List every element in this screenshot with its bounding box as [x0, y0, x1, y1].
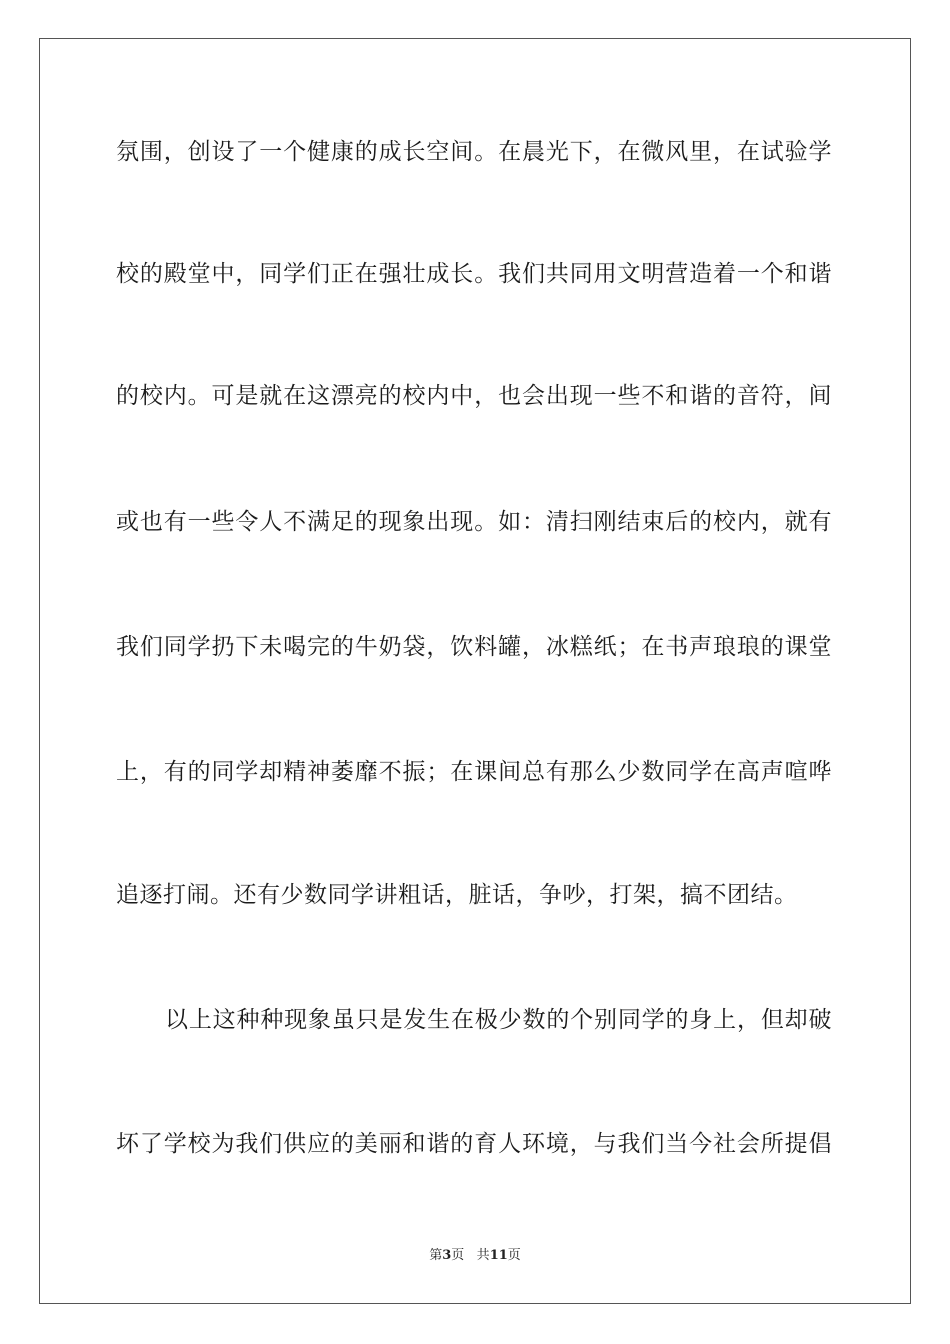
text-line: 上，有的同学却精神萎靡不振；在课间总有那么少数同学在高声喧哗 — [116, 759, 832, 785]
text-line: 我们同学扔下未喝完的牛奶袋，饮料罐，冰糕纸；在书声琅琅的课堂 — [116, 634, 832, 660]
total-prefix: 共 — [476, 1248, 490, 1263]
text-line: 校的殿堂中，同学们正在强壮成长。我们共同用文明营造着一个和谐 — [116, 261, 832, 287]
text-line: 或也有一些令人不满足的现象出现。如：清扫刚结束后的校内，就有 — [116, 509, 832, 535]
page-number: 3 — [442, 1248, 452, 1263]
text-line: 坏了学校为我们供应的美丽和谐的育人环境，与我们当今社会所提倡 — [116, 1131, 832, 1157]
page-footer — [0, 1246, 950, 1266]
total-pages: 11 — [489, 1248, 508, 1263]
page-border — [39, 38, 911, 1304]
total-suffix: 页 — [507, 1248, 521, 1263]
text-line: 氛围，创设了一个健康的成长空间。在晨光下，在微风里，在试验学 — [116, 139, 832, 165]
text-line: 追逐打闹。还有少数同学讲粗话，脏话，争吵，打架，搞不团结。 — [116, 882, 798, 908]
text-line: 的校内。可是就在这漂亮的校内中，也会出现一些不和谐的音符，间 — [116, 383, 832, 409]
page-prefix: 第 — [429, 1248, 443, 1263]
page-suffix: 页 — [451, 1248, 465, 1263]
paragraph-start-line: 以上这种种现象虽只是发生在极少数的个别同学的身上，但却破 — [165, 1007, 832, 1033]
